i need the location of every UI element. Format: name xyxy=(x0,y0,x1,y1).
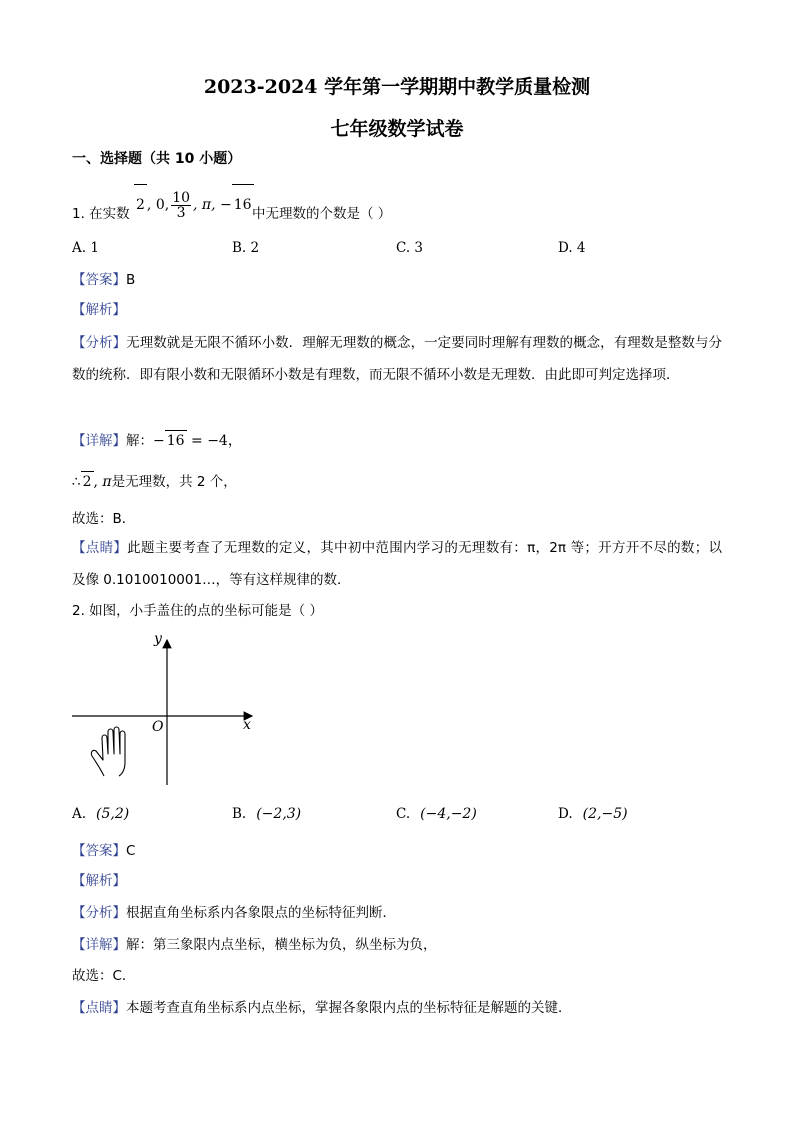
q1-fenxi xyxy=(72,327,722,391)
q1-math-list: 2 , 0, $\frac{10}{3}$ , π, − 16 xyxy=(134,184,254,224)
q1-choose: 故选：B． xyxy=(72,511,136,527)
section-heading: 一、选择题（共 10 小题） xyxy=(72,151,242,167)
page-title: 2023-2024 学年第一学期期中教学质量检测 xyxy=(203,76,591,98)
q1-dianjing-text: 此题主要考查了无理数的定义，其中初中范围内学习的无理数有：π，2π 等；开方开不尽的数；以及像 0.1010010001…，等有这样规律的数． xyxy=(72,540,723,588)
q2-choose: 故选：C． xyxy=(72,968,136,984)
q2-stem: 2. 如图，小手盖住的点的坐标可能是（ ） xyxy=(72,603,323,619)
origin-label: O xyxy=(152,719,164,735)
q1-xiangjie: 【详解】解：− 16 = −4， xyxy=(72,430,242,451)
q2-option-a: A. (5,2) xyxy=(72,806,130,822)
q1-fenxi-text: 无理数就是无限不循环小数．理解无理数的概念，一定要同时理解有理数的概念，有理数是整数与分数的统称．即有限小数和无限循环小数是有理数，而无限不循环小数是无理数．由此即可判定选择项． xyxy=(72,335,723,383)
q2-option-b: B. (−2,3) xyxy=(232,806,302,822)
q2-fenxi: 【分析】根据直角坐标系内各象限点的坐标特征判断． xyxy=(72,905,396,921)
q2-answer: C xyxy=(126,843,136,859)
q1-option-a: A. 1 xyxy=(72,240,99,256)
x-axis-label: x xyxy=(243,717,251,733)
q2-option-c: C. (−4,−2) xyxy=(396,806,477,822)
q2-dianjing: 【点睛】本题考查直角坐标系内点坐标，掌握各象限内点的坐标特征是解题的关键． xyxy=(72,1000,572,1016)
q2-coordinate-diagram xyxy=(70,630,270,790)
q1-option-d: D. 4 xyxy=(558,240,586,256)
q1-suffix: 中无理数的个数是（ ） xyxy=(252,206,392,222)
q1-analysis-tag: 【解析】 xyxy=(72,302,126,318)
q1-math-sqrt16: 16 xyxy=(232,184,254,225)
q1-answer-tag: 【答案】 xyxy=(72,272,126,288)
q1-option-c: C. 3 xyxy=(396,240,424,256)
q1-dianjing xyxy=(72,532,722,596)
q1-option-b: B. 2 xyxy=(232,240,260,256)
q2-option-d: D. (2,−5) xyxy=(558,806,628,822)
q1-fenxi-tag: 【分析】 xyxy=(72,335,127,351)
y-axis-label: y xyxy=(154,631,162,647)
hand-icon xyxy=(91,727,125,776)
q1-answer: B xyxy=(126,272,136,288)
q2-answer-line xyxy=(72,841,135,861)
page-subtitle: 七年级数学试卷 xyxy=(330,118,464,140)
q2-answer-tag: 【答案】 xyxy=(72,843,126,859)
q2-xiangjie: 【详解】解：第三象限内点坐标，横坐标为负，纵坐标为负， xyxy=(72,937,437,953)
q1-prefix: 1. 在实数 xyxy=(72,206,130,222)
q1-dianjing-tag: 【点睛】 xyxy=(72,540,128,556)
q1-therefore: ∴ 2 , π是无理数，共 2 个， xyxy=(72,471,237,492)
q1-math-frac: $\frac{10}{3}$ xyxy=(172,189,191,221)
q1-xiangjie-eq: = −4， xyxy=(191,433,242,449)
q1-math-sqrt2: 2 xyxy=(134,184,147,225)
q2-analysis-tag: 【解析】 xyxy=(72,873,126,889)
q1-answer-line xyxy=(72,270,135,290)
